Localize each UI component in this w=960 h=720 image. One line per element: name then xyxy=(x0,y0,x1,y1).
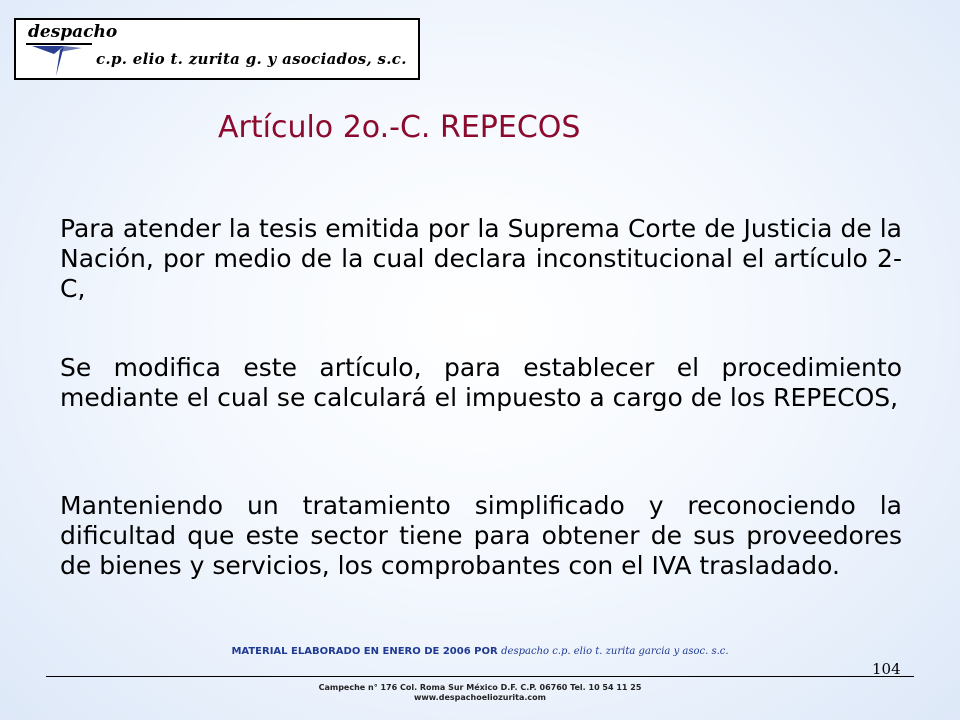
logo-mark-icon xyxy=(24,40,94,78)
logo-firm-name: c.p. elio t. zurita g. y asociados, s.c. xyxy=(96,50,407,68)
page-number: 104 xyxy=(872,660,901,678)
footer-material-note xyxy=(0,646,960,657)
paragraph-2: Se modifica este artículo, para establecer el procedimiento mediante el cual se calculará el impuesto a cargo de los REPECOS, xyxy=(60,353,902,412)
company-logo xyxy=(14,18,420,80)
slide-title: Artículo 2o.-C. REPECOS xyxy=(218,110,581,145)
footer-address: Campeche n° 176 Col. Roma Sur México D.F. C.P. 06760 Tel. 10 54 11 25 xyxy=(318,683,642,692)
paragraph-3: Manteniendo un tratamiento simplificado y reconociendo la dificultad que este sector tiene para obtener de sus proveedores de bienes y servicios, los comprobantes con el IVA trasladado. xyxy=(60,491,902,580)
footer-material-text: MATERIAL ELABORADO EN ENERO DE 2006 POR xyxy=(231,646,498,657)
footer-material-author: despacho c.p. elio t. zurita garcia y asoc. s.c. xyxy=(501,646,729,657)
footer-divider xyxy=(46,676,914,677)
footer-website: www.despachoeliozurita.com xyxy=(414,693,546,702)
logo-word: despacho xyxy=(28,22,118,42)
paragraph-1: Para atender la tesis emitida por la Suprema Corte de Justicia de la Nación, por medio de la cual declara inconstitucional el artículo 2-C, xyxy=(60,214,902,303)
